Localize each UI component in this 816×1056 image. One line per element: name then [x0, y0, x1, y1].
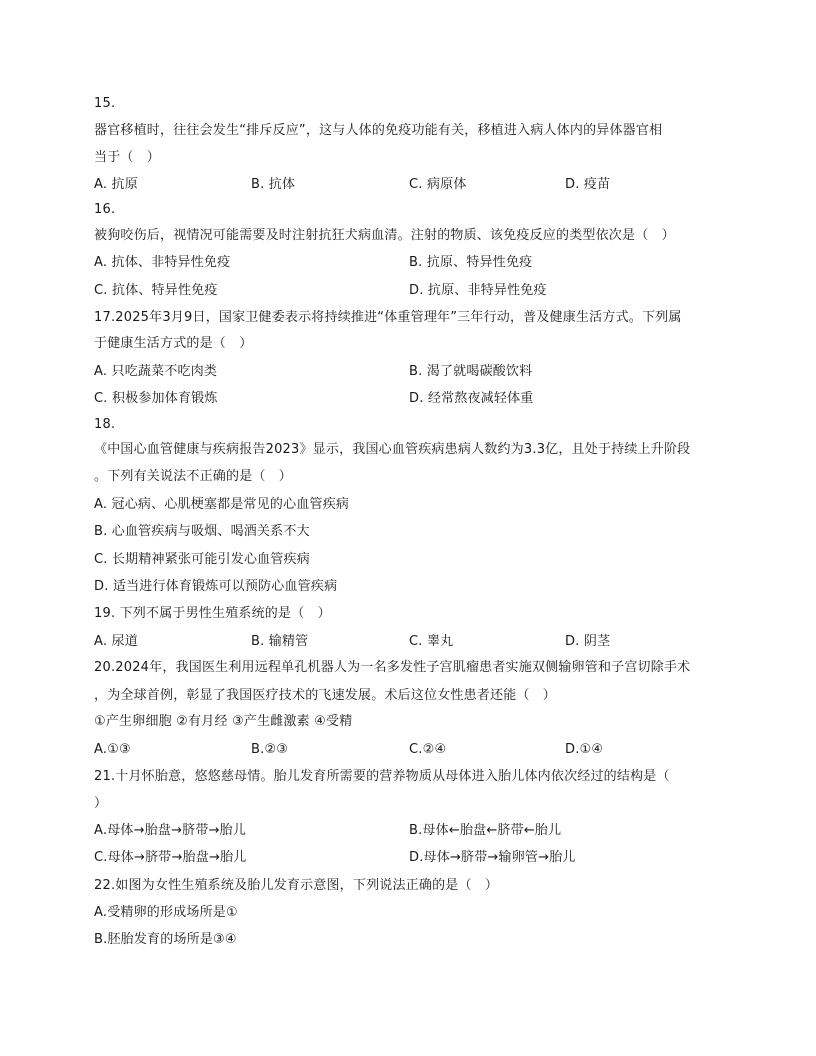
q19-stem-line1: 19. 下列不属于男性生殖系统的是（ ） — [94, 606, 331, 621]
q15-stem-line2: 当于（ ） — [94, 150, 161, 165]
q22-stem-line1: 22.如图为女性生殖系统及胎儿发育示意图，下列说法正确的是（ ） — [94, 878, 499, 893]
q20-option-a: A.①③ — [94, 742, 131, 757]
q16-option-c: C. 抗体、特异性免疫 — [94, 283, 218, 298]
q18-stem-line2: 。下列有关说法不正确的是（ ） — [94, 469, 293, 484]
q21-option-a: A.母体→胎盘→脐带→胎儿 — [94, 823, 247, 838]
q17-option-d: D. 经常熬夜减轻体重 — [409, 391, 534, 406]
q20-stem-line2: ，为全球首例，彰显了我国医疗技术的飞速发展。术后这位女性患者还能（ ） — [94, 688, 557, 703]
q18-option-c: C. 长期精神紧张可能引发心血管疾病 — [94, 552, 310, 567]
q16-stem-line1: 被狗咬伤后，视情况可能需要及时注射抗狂犬病血清。注射的物质、该免疫反应的类型依次是（ ） — [94, 228, 675, 243]
q20-stem-line1: 20.2024年，我国医生利用远程单孔机器人为一名多发性子宫肌瘤患者实施双侧输卵管和子宫切除手术 — [94, 660, 691, 675]
q19-option-c: C. 睾丸 — [409, 634, 454, 649]
q22-option-b: B.胚胎发育的场所是③④ — [94, 932, 237, 947]
q15-option-d: D. 疫苗 — [565, 177, 611, 192]
q21-option-c: C.母体→脐带→胎盘→胎儿 — [94, 850, 247, 865]
q21-stem-line2: ） — [94, 796, 108, 811]
q18-stem-line1: 《中国心血管健康与疾病报告2023》显示，我国心血管疾病患病人数约为3.3亿，且处于持续上升阶段 — [94, 442, 691, 457]
q21-option-d: D.母体→脐带→输卵管→胎儿 — [409, 850, 576, 865]
q17-stem-line2: 于健康生活方式的是（ ） — [94, 336, 253, 351]
q17-option-b: B. 渴了就喝碳酸饮料 — [409, 364, 533, 379]
q20-option-d: D.①④ — [565, 742, 604, 757]
q16-option-a: A. 抗体、非特异性免疫 — [94, 255, 231, 270]
q21-stem-line1: 21.十月怀胎意，悠悠慈母情。胎儿发育所需要的营养物质从母体进入胎儿体内依次经过的结构是（ — [94, 769, 670, 784]
q15-number: 15. — [94, 96, 116, 111]
q16-number: 16. — [94, 202, 116, 217]
q20-option-b: B.②③ — [251, 742, 289, 757]
q20-option-c: C.②④ — [409, 742, 447, 757]
q15-stem-line1: 器官移植时，往往会发生“排斥反应”，这与人体的免疫功能有关，移植进入病人体内的异体器官相 — [94, 123, 663, 138]
q17-option-a: A. 只吃蔬菜不吃肉类 — [94, 364, 218, 379]
q20-stem-line3: ①产生卵细胞 ②有月经 ③产生雌激素 ④受精 — [94, 714, 353, 729]
q18-option-a: A. 冠心病、心肌梗塞都是常见的心血管疾病 — [94, 497, 350, 512]
q21-option-b: B.母体←胎盘←脐带←胎儿 — [409, 823, 562, 838]
q15-option-b: B. 抗体 — [251, 177, 296, 192]
q18-option-d: D. 适当进行体育锻炼可以预防心血管疾病 — [94, 579, 338, 594]
q15-option-c: C. 病原体 — [409, 177, 467, 192]
q22-option-a: A.受精卵的形成场所是① — [94, 905, 238, 920]
q16-option-d: D. 抗原、非特异性免疫 — [409, 283, 547, 298]
q18-number: 18. — [94, 417, 116, 432]
q18-option-b: B. 心血管疾病与吸烟、喝酒关系不大 — [94, 524, 310, 539]
q17-option-c: C. 积极参加体育锻炼 — [94, 391, 218, 406]
q16-option-b: B. 抗原、特异性免疫 — [409, 255, 533, 270]
q17-stem-line1: 17.2025年3月9日，国家卫健委表示将持续推进“体重管理年”三年行动，普及健康生活方式。下列属 — [94, 310, 682, 325]
q19-option-a: A. 尿道 — [94, 634, 138, 649]
q15-option-a: A. 抗原 — [94, 177, 138, 192]
q19-option-b: B. 输精管 — [251, 634, 309, 649]
q19-option-d: D. 阴茎 — [565, 634, 611, 649]
